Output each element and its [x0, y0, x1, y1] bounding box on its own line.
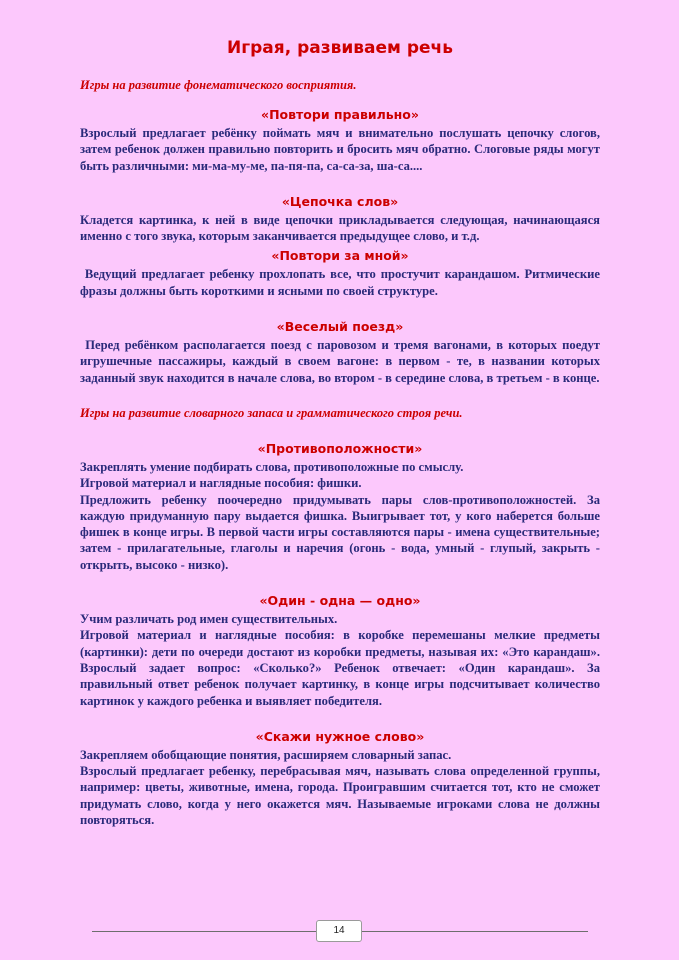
game-paragraph: Взрослый предлагает ребёнку поймать мяч и внимательно послушать цепочку слогов, затем ребенок должен правильно повторить и бросить мяч обратно. Слоговые ряды могут быть различными: ми-ма-му-ме, па-пя-па, са-са-за, ша-са.... [80, 126, 600, 173]
game-paragraph: Ведущий предлагает ребенку прохлопать все, что простучит карандашом. Ритмические фразы должны быть короткими и ясными по своей структуре. [80, 267, 604, 298]
section-label: Игры на развитие фонематического восприятия. [80, 78, 357, 92]
game-block [80, 319, 604, 386]
game-paragraph: Перед ребёнком располагается поезд с паровозом и тремя вагонами, в которых поедут игрушечные пассажиры, каждый в своем вагоне: в первом - те, в названии которых заданный звук находится в начале слова, во втором - в середине слова, в третьем - в конце. [80, 338, 604, 385]
game-block [80, 441, 600, 573]
game-block [80, 593, 600, 709]
game-paragraph: Учим различать род имен существительных. [80, 612, 338, 627]
game-block [80, 248, 604, 299]
game-block [80, 729, 600, 828]
game-title: «Веселый поезд» [276, 319, 404, 335]
game-block [80, 107, 600, 174]
page-footer [92, 920, 588, 942]
game-title: «Скажи нужное слово» [255, 728, 425, 744]
game-paragraph: Закреплять умение подбирать слова, противоположные по смыслу. [80, 459, 464, 474]
game-title: «Один - одна — одно» [259, 593, 421, 609]
game-paragraph: Игровой материал и наглядные пособия: фишки. [80, 476, 362, 491]
game-title: «Повтори за мной» [271, 248, 409, 264]
game-paragraph: Взрослый предлагает ребенку, перебрасывая мяч, называть слова определенной группы, например: цветы, животные, имена, города. Проигравшим считается тот, кто не сможет придумать слово, когда у него окажется мяч. Называемые игроками слова не должны повторяться. [80, 764, 600, 828]
document-page [80, 30, 604, 848]
game-title: «Цепочка слов» [281, 193, 399, 209]
section-label: Игры на развитие словарного запаса и грамматического строя речи. [80, 405, 463, 420]
game-title: «Противоположности» [257, 440, 423, 456]
game-paragraph: Закрепляем обобщающие понятия, расширяем словарный запас. [80, 747, 452, 762]
page-title: Играя, развиваем речь [227, 38, 453, 58]
game-paragraph: Кладется картинка, к ней в виде цепочки прикладывается следующая, начинающаяся именно с того звука, которым заканчивается предыдущее слово, и т.д. [80, 212, 600, 244]
page-number: 14 [316, 920, 362, 942]
game-paragraph: Игровой материал и наглядные пособия: в коробке перемешаны мелкие предметы (картинки): дети по очереди достают из коробки предметы, называя их: «Это карандаш». Взрослый задает вопрос: «Сколько?» Ребенок отвечает: «Один карандаш». За правильный ответ ребенок получает картинку, в конце игры подсчитывает количество картинок у каждого ребенка и выявляет победителя. [80, 628, 600, 708]
game-block [80, 194, 600, 245]
game-paragraph: Предложить ребенку поочередно придумывать пары слов-противоположностей. За каждую придуманную пару выдается фишка. Выигрывает тот, у кого наберется больше фишек в конце игры. В первой части игры составляются пары - имена существительные; затем - прилагательные, глаголы и наречия (огонь - вода, умный - глупый, закрыть - открыть, высоко - низко). [80, 492, 600, 572]
game-title: «Повтори правильно» [261, 107, 419, 122]
